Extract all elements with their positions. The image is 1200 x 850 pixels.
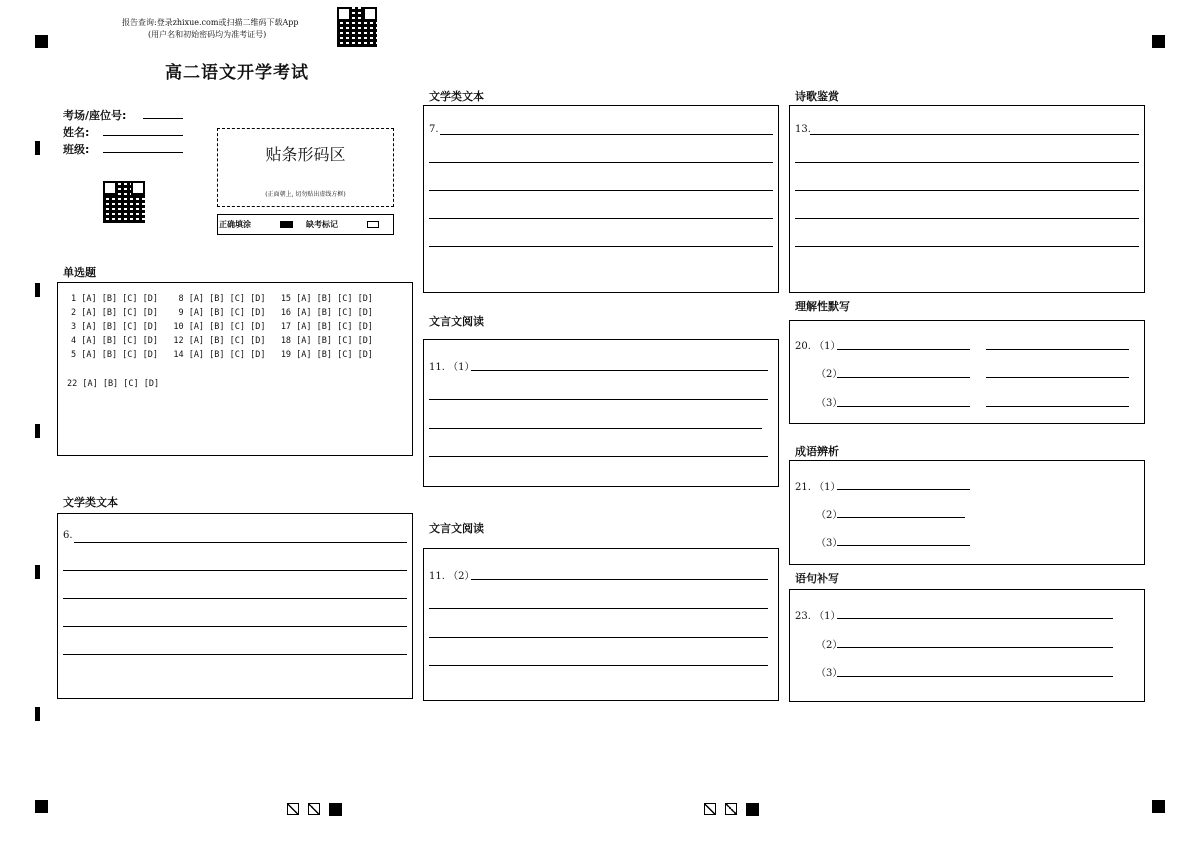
answer-line[interactable] [986,377,1129,378]
answer-line[interactable] [837,406,970,407]
answer-line[interactable] [63,654,407,655]
answer-line[interactable] [429,608,768,609]
classical-title-2: 文言文阅读 [429,522,484,535]
answer-line[interactable] [429,399,768,400]
qr-code-icon [337,7,377,47]
mcq-row[interactable]: 3 [A] [B] [C] [D] 10 [A] [B] [C] [D] 17 [A] [B] [C] [D] [71,322,373,332]
mcq-row[interactable]: 4 [A] [B] [C] [D] 12 [A] [B] [C] [D] 18 [A] [B] [C] [D] [71,336,373,346]
corner-mark-bottom-right [1152,800,1165,813]
q23-number: 23. （1） [795,611,841,622]
answer-line[interactable] [837,676,1113,677]
q13-answer-box [789,105,1145,293]
barcode-note: (正面朝上, 切勿贴出虚线方框) [265,191,346,198]
q20-answer-box [789,320,1145,424]
q23-sub3: （3） [816,668,843,679]
page-mark-crossed [308,803,320,815]
absent-mark-label: 缺考标记 [306,220,338,229]
q21-sub2: （2） [816,510,843,521]
mcq-box [57,282,413,456]
student-qr-icon [103,181,145,223]
answer-line[interactable] [429,162,773,163]
answer-line[interactable] [837,489,970,490]
q7-answer-box [423,105,779,293]
page-mark-filled [746,803,759,816]
answer-line[interactable] [810,134,1139,135]
q11-2-answer-box [423,548,779,701]
answer-line[interactable] [837,618,1113,619]
report-notice-line2: (用户名和初始密码均为准考证号) [148,30,267,39]
q6-number: 6. [63,530,73,541]
poetry-title: 诗歌鉴赏 [795,90,839,103]
corner-mark-top-right [1152,35,1165,48]
answer-line[interactable] [795,190,1139,191]
q23-answer-box [789,589,1145,702]
sentence-title: 语句补写 [795,572,839,585]
classical-title-1: 文言文阅读 [429,315,484,328]
q21-answer-box [789,460,1145,565]
q11-2-number: 11. （2） [429,571,475,582]
q20-number: 20. （1） [795,341,841,352]
q11-1-answer-box [423,339,779,487]
mcq-row[interactable]: 22 [A] [B] [C] [D] [67,379,160,389]
timing-mark [35,565,40,579]
mcq-row[interactable]: 2 [A] [B] [C] [D] 9 [A] [B] [C] [D] 16 [A] [B] [C] [D] [71,308,373,318]
name-field[interactable] [103,135,183,136]
timing-mark [35,141,40,155]
answer-line[interactable] [429,456,768,457]
q13-number: 13. [795,124,811,135]
lit-text-title-mid: 文学类文本 [429,90,484,103]
page-mark-crossed [287,803,299,815]
answer-line[interactable] [795,218,1139,219]
answer-line[interactable] [429,246,773,247]
absent-mark-checkbox[interactable] [367,221,379,228]
answer-line[interactable] [986,406,1129,407]
q21-sub3: （3） [816,538,843,549]
answer-line[interactable] [837,377,970,378]
answer-line[interactable] [63,598,407,599]
answer-line[interactable] [471,579,768,580]
page-mark-crossed [704,803,716,815]
answer-line[interactable] [471,370,768,371]
mcq-row[interactable]: 5 [A] [B] [C] [D] 14 [A] [B] [C] [D] 19 [A] [B] [C] [D] [71,350,373,360]
answer-line[interactable] [986,349,1129,350]
correct-fill-label: 正确填涂 [219,220,251,229]
dictation-title: 理解性默写 [795,300,850,313]
q20-sub2: （2） [816,369,843,380]
name-label: 姓名: [63,126,90,139]
corner-mark-bottom-left [35,800,48,813]
seat-field[interactable] [143,118,183,119]
answer-line[interactable] [74,542,407,543]
idiom-title: 成语辨析 [795,445,839,458]
q21-number: 21. （1） [795,482,841,493]
barcode-title: 贴条形码区 [265,145,346,164]
page-mark-filled [329,803,342,816]
answer-line[interactable] [837,545,970,546]
answer-line[interactable] [837,349,970,350]
q20-sub3: （3） [816,398,843,409]
correct-fill-sample [280,221,293,228]
timing-mark [35,424,40,438]
page-mark-crossed [725,803,737,815]
fill-legend [217,214,394,235]
report-notice-line1: 报告查询:登录zhixue.com或扫描二维码下载App [122,18,299,27]
seat-label: 考场/座位号: [63,109,127,122]
barcode-area [217,128,394,207]
answer-line[interactable] [429,218,773,219]
q23-sub2: （2） [816,640,843,651]
mcq-section-title: 单选题 [63,266,96,279]
class-label: 班级: [63,143,90,156]
answer-line[interactable] [429,428,762,429]
mcq-row[interactable]: 1 [A] [B] [C] [D] 8 [A] [B] [C] [D] 15 [A] [B] [C] [D] [71,294,373,304]
answer-line[interactable] [440,134,773,135]
answer-line[interactable] [795,162,1139,163]
answer-line[interactable] [429,637,768,638]
q7-number: 7. [429,124,439,135]
lit-text-title-left: 文学类文本 [63,496,118,509]
answer-line[interactable] [63,570,407,571]
corner-mark-top-left [35,35,48,48]
answer-line[interactable] [429,665,768,666]
timing-mark [35,707,40,721]
answer-line[interactable] [429,190,773,191]
exam-title: 高二语文开学考试 [165,63,309,83]
answer-line[interactable] [795,246,1139,247]
q11-1-number: 11. （1） [429,362,475,373]
answer-line[interactable] [63,626,407,627]
q6-answer-box [57,513,413,699]
timing-mark [35,283,40,297]
answer-line[interactable] [837,647,1113,648]
answer-line[interactable] [837,517,965,518]
class-field[interactable] [103,152,183,153]
